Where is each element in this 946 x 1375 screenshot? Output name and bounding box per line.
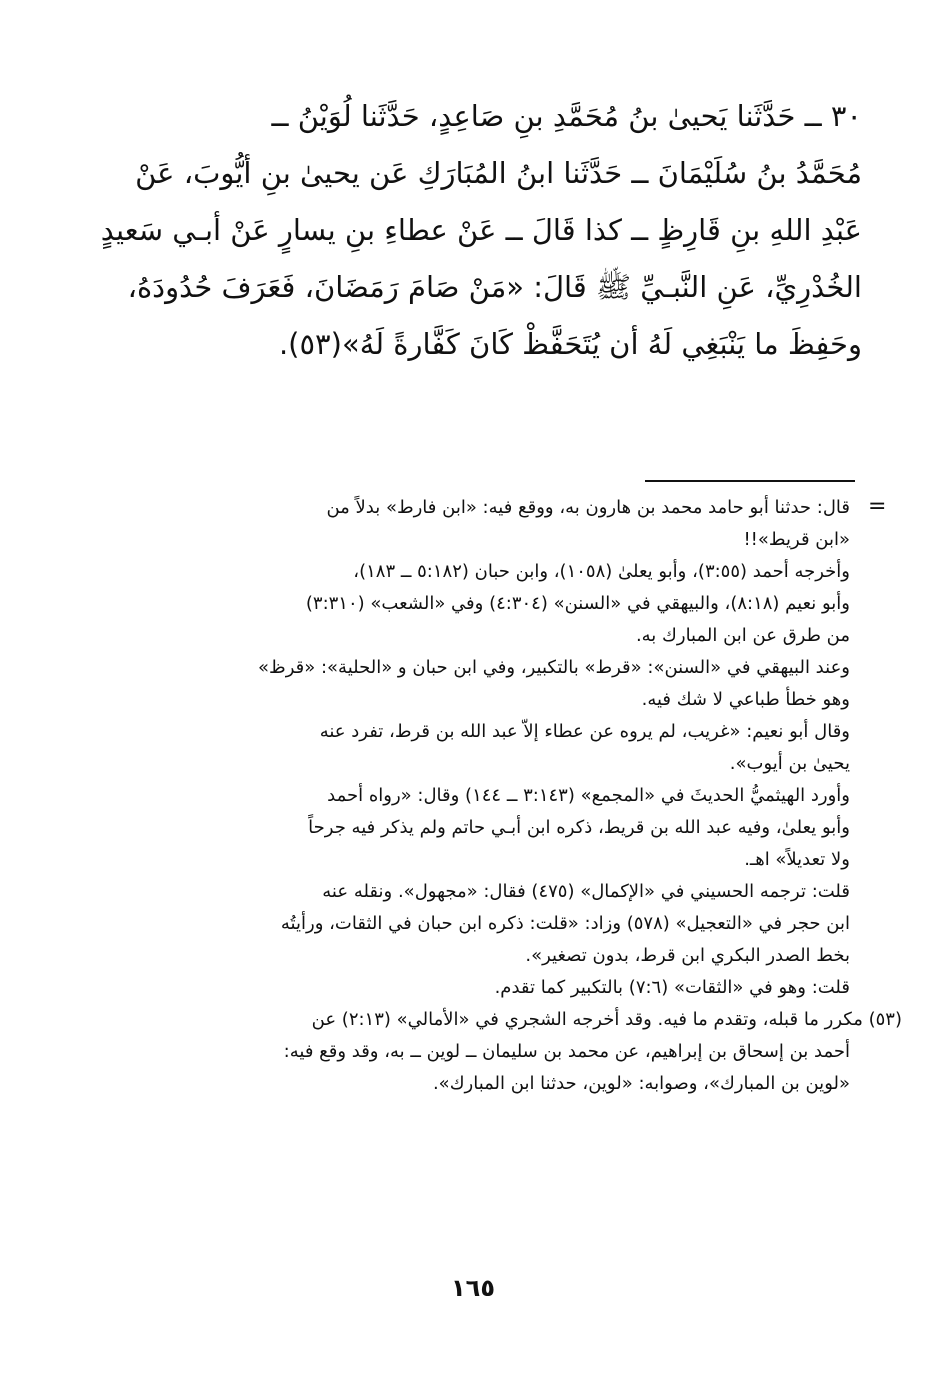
footnote-line: وهو خطأ طباعي لا شك فيه. xyxy=(641,689,850,710)
hadith-text xyxy=(92,88,862,373)
footnote-line: قلت: ترجمه الحسيني في «الإكمال» (٤٧٥) فقال: «مجهول». ونقله عنه xyxy=(322,881,850,902)
footnote-paragraph xyxy=(98,972,850,1004)
footnote-line: وأبو يعلىٰ، وفيه عبد الله بن قريط، ذكره ابن أبـي حاتم ولم يذكر فيه جرحاً xyxy=(308,817,850,838)
hadith-line: وحَفِظَ ما يَنْبَغِي لَهُ أن يُتَحَفَّظْ كَانَ كَفَّارةً لَهُ»(٥٣). xyxy=(278,327,862,361)
footnote-divider xyxy=(645,480,855,482)
footnote-line: ولا تعديلاً» اهـ. xyxy=(744,849,850,870)
footnote-line: «ابن قريط»!! xyxy=(743,529,850,550)
footnote-paragraph xyxy=(98,492,850,556)
hadith-line: عَبْدِ اللهِ بنِ قَارِظٍ ــ كذا قَالَ ــ عَنْ عطاءِ بنِ يسارٍ عَنْ أبـي سَعيدٍ xyxy=(100,213,862,247)
footnote-paragraph xyxy=(98,780,850,876)
footnote-line: وأورد الهيثميُّ الحديثَ في «المجمع» (٣:١٤٣ ــ ١٤٤) وقال: «رواه أحمد xyxy=(327,785,850,806)
footnote-paragraph xyxy=(98,876,850,972)
hadith-line: الخُدْرِيِّ، عَنِ النَّبـيِّ ﷺ قَالَ: «مَنْ صَامَ رَمَضَانَ، فَعَرَفَ حُدُودَهُ، xyxy=(127,270,862,304)
footnote-paragraph xyxy=(98,716,850,780)
footnote-line: وقال أبو نعيم: «غريب، لم يروه عن عطاء إلاّ عبد الله بن قرط، تفرد عنه xyxy=(319,721,850,742)
footnote-line: (٥٣) مكرر ما قبله، وتقدم ما فيه. وقد أخرجه الشجري في «الأمالي» (٢:١٣) عن xyxy=(311,1009,902,1030)
footnote-53 xyxy=(98,1004,902,1100)
footnote-paragraph xyxy=(98,652,850,716)
footnote-line: وأخرجه أحمد (٣:٥٥)، وأبو يعلىٰ (١٠٥٨)، وابن حبان (٥:١٨٢ ــ ١٨٣)، xyxy=(353,561,850,582)
footnote-line: قال: حدثنا أبو حامد محمد بن هارون به، ووقع فيه: «ابن فارط» بدلاً من xyxy=(326,497,850,518)
footnote-line: وأبو نعيم (٨:١٨)، والبيهقي في «السنن» (٤:٣٠٤) وفي «الشعب» (٣:٣١٠) xyxy=(305,593,850,614)
footnote-line: أحمد بن إسحاق بن إبراهيم، عن محمد بن سليمان ــ لوين ــ به، وقد وقع فيه: xyxy=(283,1041,850,1062)
hadith-line: مُحَمَّدُ بنُ سُلَيْمَانَ ــ حَدَّثَنا ابنُ المُبَارَكِ عَن يحيىٰ بنِ أيُّوبَ، عَنْ xyxy=(135,156,862,190)
footnote-line: بخط الصدر البكري ابن قرط، بدون تصغير». xyxy=(525,945,850,966)
page-number: ١٦٥ xyxy=(451,1274,495,1302)
footnote-line: من طرق عن ابن المبارك به. xyxy=(635,625,850,646)
footnote-line: «لوين بن المبارك»، وصوابه: «لوين، حدثنا ابن المبارك». xyxy=(432,1073,850,1094)
footnote-line: ابن حجر في «التعجيل» (٥٧٨) وزاد: «قلت: ذكره ابن حبان في الثقات، ورأيتُه xyxy=(280,913,850,934)
hadith-line: ٣٠ ــ حَدَّثَنا يَحيىٰ بنُ مُحَمَّدِ بنِ صَاعِدٍ، حَدَّثَنا لُوَيْنُ ــ xyxy=(271,99,862,133)
footnote-line: يحيىٰ بن أيوب». xyxy=(729,753,850,774)
footnote-line: قلت: وهو في «الثقات» (٧:٦) بالتكبير كما تقدم. xyxy=(494,977,850,998)
footnote-paragraph xyxy=(98,556,850,652)
footnote-line: وعند البيهقي في «السنن»: «قرط» بالتكبير، وفي ابن حبان و «الحلية»: «قرظ» xyxy=(258,657,850,678)
footnotes xyxy=(98,492,902,1100)
continuation-mark: = xyxy=(868,494,887,519)
